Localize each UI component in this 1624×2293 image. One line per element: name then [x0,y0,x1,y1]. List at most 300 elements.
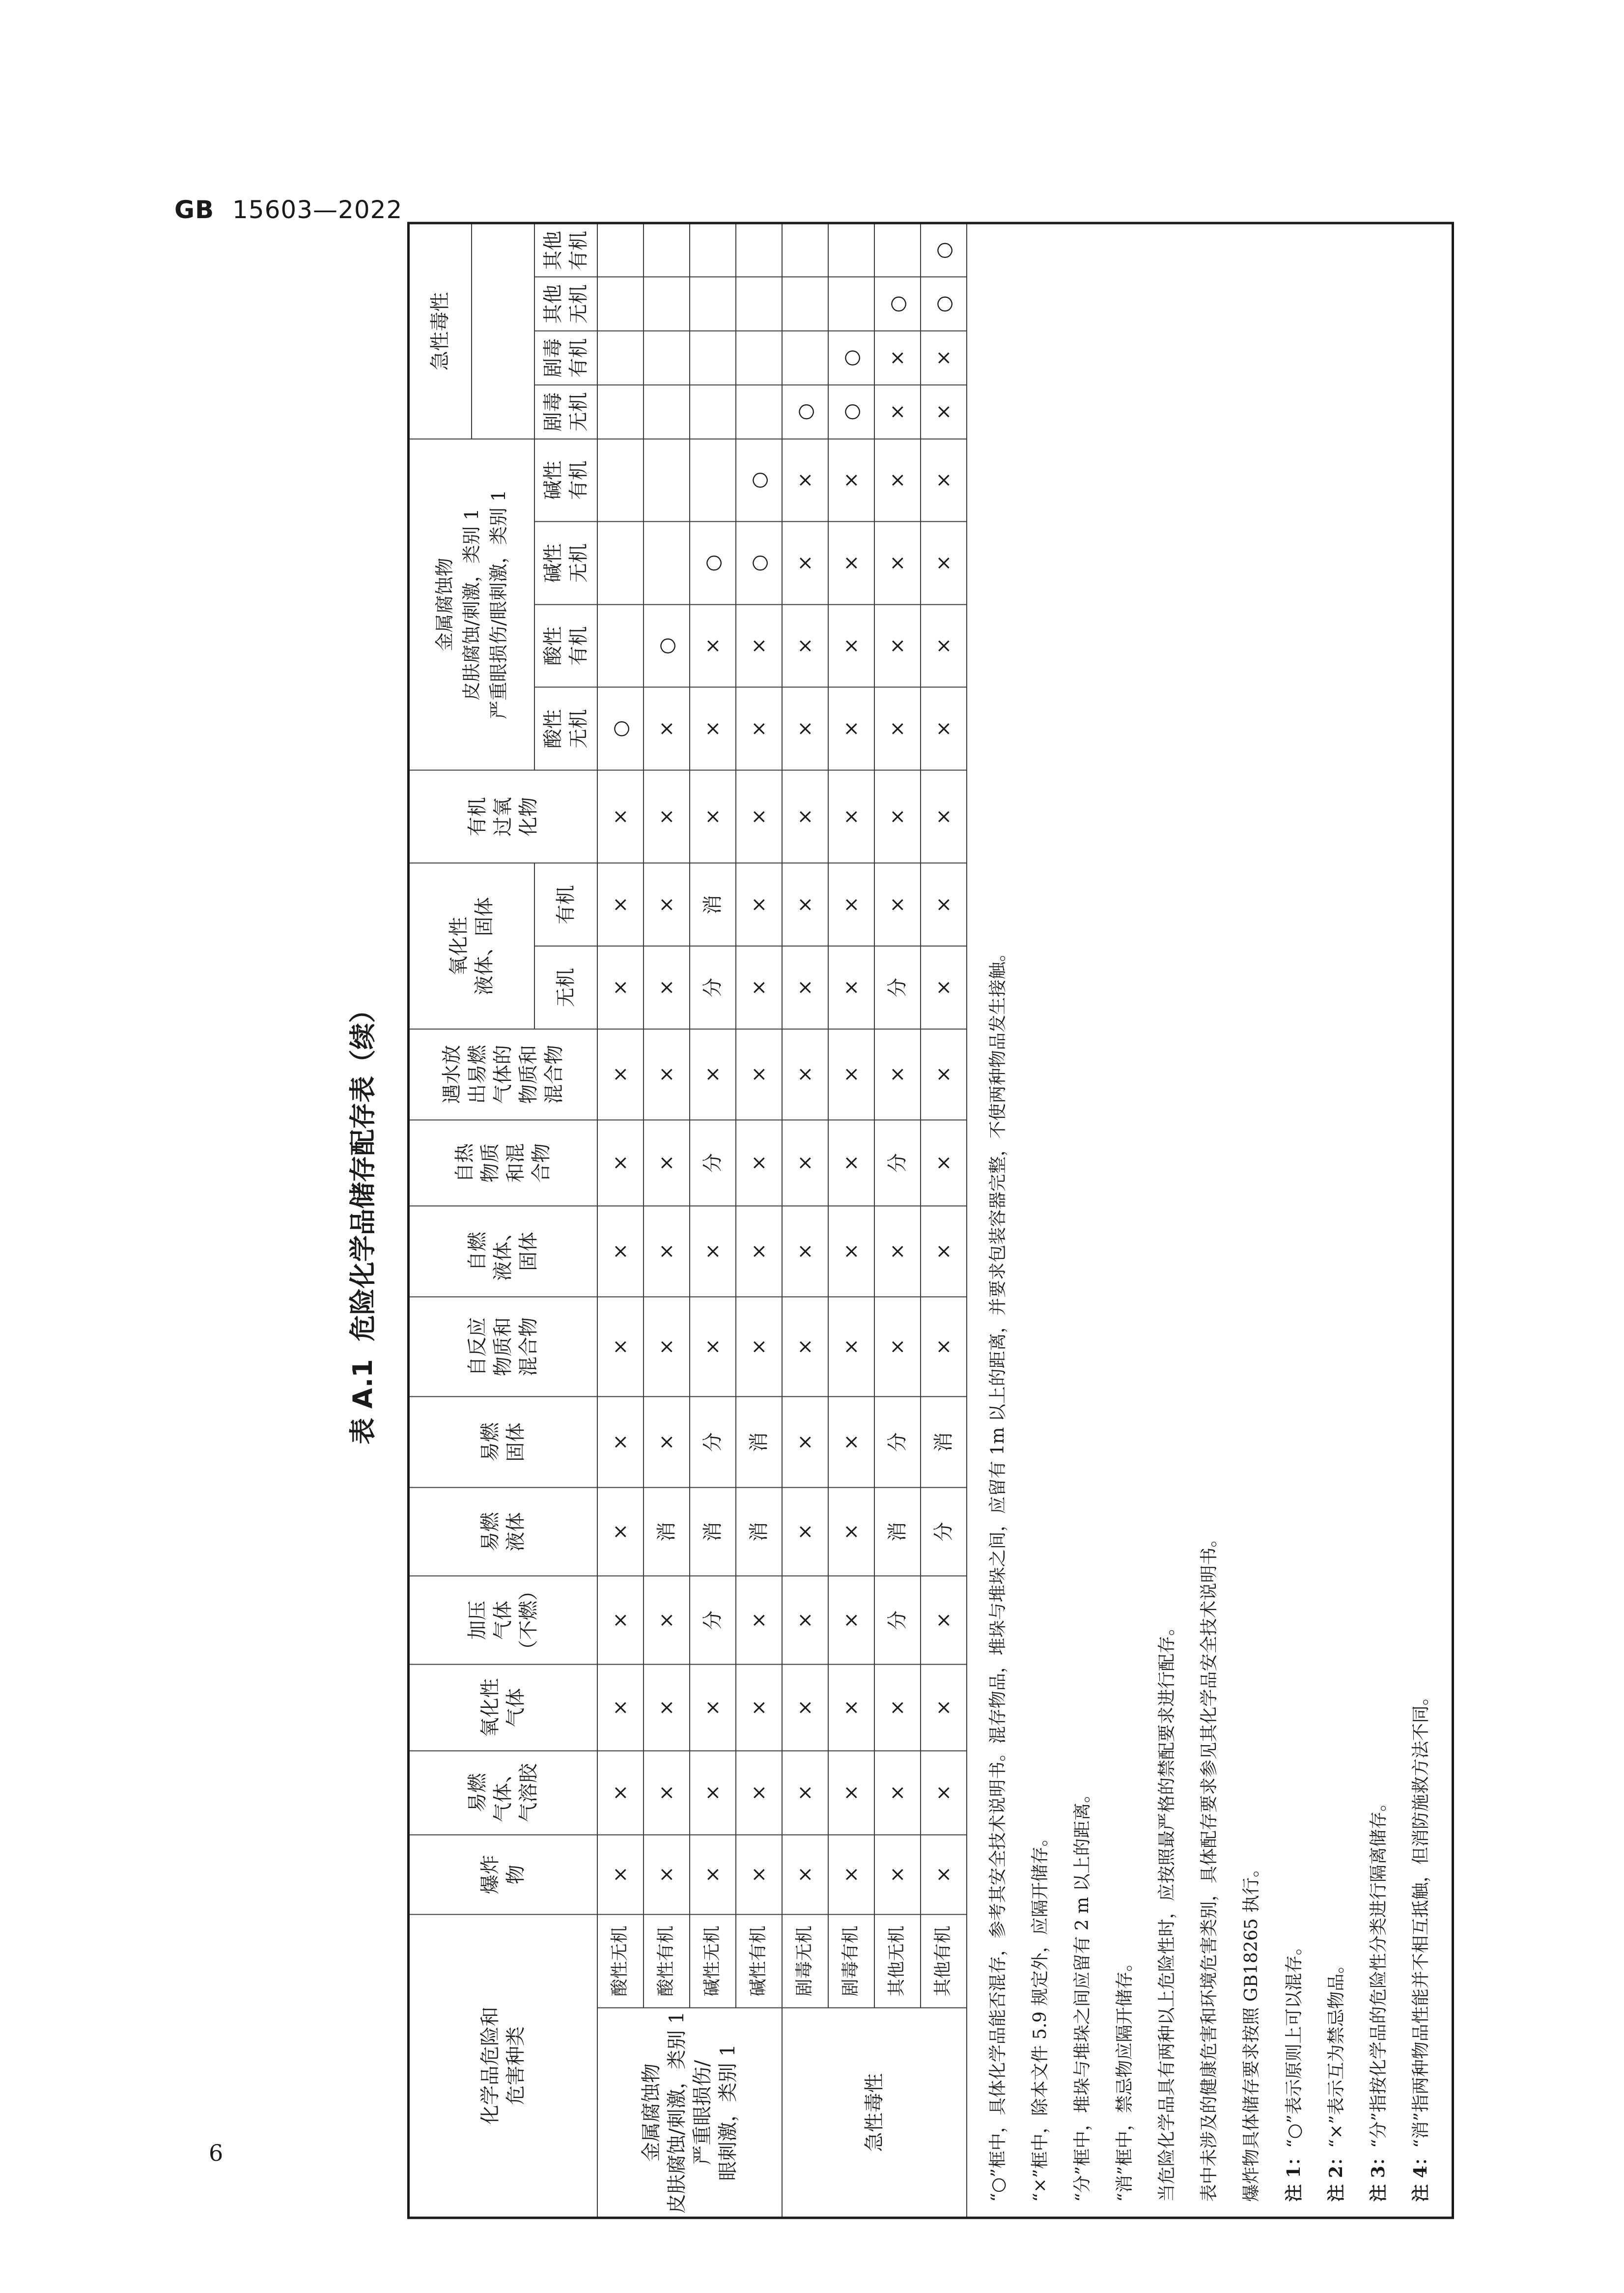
table-cell: × [828,439,874,522]
row-label: 剧毒有机 [828,1914,874,2008]
table-cell: × [828,522,874,605]
table-cell: × [874,331,921,385]
table-cell: × [921,331,967,385]
table-cell: × [782,770,828,863]
col-header-highly-toxic-inorganic [534,385,597,439]
table-cell [874,223,921,277]
table-cell: ○ [736,439,782,522]
col-header-oxidizing-gas [409,1665,597,1751]
table-cell: 消 [921,1397,967,1488]
table-cell: × [828,1835,874,1914]
header-line: 金属腐蚀物 [433,558,455,651]
table-cell: × [597,946,644,1029]
header-line: 液体、固体 [473,897,496,995]
table-cell: × [828,1397,874,1488]
table-cell: × [690,1206,736,1297]
table-cell [690,277,736,331]
table-cell: × [690,1835,736,1914]
row-label: 其他有机 [921,1914,967,2008]
table-cell: 消 [874,1487,921,1576]
header-line: 物质 [479,1143,502,1183]
header-line: （不燃） [517,1581,540,1660]
col-header-oxidizing-liquid-solid [409,863,534,1029]
table-cell: × [921,1576,967,1665]
table-cell: × [921,385,967,439]
footnote [1400,239,1442,2202]
table-cell: × [782,863,828,946]
table-cell: × [597,1120,644,1206]
table-row [782,223,828,2218]
header-line: 剧毒 [541,392,564,432]
table-cell: × [644,770,690,863]
table-cell: × [782,604,828,687]
table-cell: 分 [690,1576,736,1665]
table-cell: × [782,1206,828,1297]
table-head [409,223,597,2218]
col-header-self-heating [409,1120,597,1206]
table-cell: × [597,1206,644,1297]
header-line: 遇水放 [441,1045,464,1104]
header-line: 剧毒 [541,338,564,378]
table-cell: × [736,770,782,863]
table-cell: 分 [874,1576,921,1665]
table-row [736,223,782,2218]
table-cell [644,223,690,277]
table-cell: × [828,1665,874,1751]
col-header-self-reactive [409,1297,597,1396]
header-line: 气体 [504,1688,528,1727]
table-cell: × [921,863,967,946]
standard-prefix: GB [174,196,215,224]
table-cell: × [874,1835,921,1914]
page-number: 6 [209,2140,224,2166]
header-line: 严重眼损伤/眼刺激，类别 1 [487,489,509,719]
col-header-pressurized-gas [409,1576,597,1665]
table-cell [828,223,874,277]
rotated-table-container [314,222,1431,2219]
table-cell: × [874,1751,921,1835]
table-cell [597,439,644,522]
table-cell: × [644,1397,690,1488]
table-cell: × [828,770,874,863]
header-line: 易燃 [479,1422,502,1462]
table-cell: 消 [736,1397,782,1488]
note-line: “×”框中，除本文件 5.9 规定外，应隔开储存。 [1030,1829,1050,2202]
table-row [828,223,874,2218]
table-cell: × [644,1835,690,1914]
header-line: 自反应 [466,1317,489,1377]
note-line: “消”框中，禁忌物应隔开储存。 [1114,1953,1135,2202]
table-cell: × [597,1297,644,1396]
table-cell: × [644,863,690,946]
table-cell: × [874,1297,921,1396]
table-cell: × [690,604,736,687]
table-cell: ○ [874,277,921,331]
table-cell: × [690,770,736,863]
table-cell: × [782,946,828,1029]
header-line: 混合物 [543,1045,566,1104]
table-cell: × [874,385,921,439]
table-cell: × [828,604,874,687]
col-header-toxic-group: 急性毒性 [409,223,472,439]
table-cell: × [736,604,782,687]
table-cell [597,277,644,331]
table-cell: × [874,1206,921,1297]
table-cell: × [921,1029,967,1120]
table-cell: × [644,946,690,1029]
header-line: 气溶胶 [517,1763,540,1822]
header-line: 过氧 [492,797,515,837]
header-line: 液体、 [492,1222,515,1281]
corner-header [409,1914,597,2218]
header-line: 物质和 [492,1317,515,1377]
table-cell: 消 [736,1487,782,1576]
header-line: 和混 [504,1143,528,1183]
col-header-toxic-spacer [472,223,534,439]
table-cell: × [921,770,967,863]
table-cell: × [828,1751,874,1835]
table-cell [782,223,828,277]
row-label: 碱性有机 [736,1914,782,2008]
table-cell: × [782,1487,828,1576]
table-cell: × [597,1487,644,1576]
table-cell: × [690,1751,736,1835]
table-cell: × [828,1487,874,1576]
table-cell: × [690,1029,736,1120]
table-cell [736,223,782,277]
table-cell [644,439,690,522]
table-cell: × [782,1751,828,1835]
table-cell: × [690,687,736,770]
header-line: 有机 [466,797,489,837]
table-caption-title: 危险化学品储存配存表（续） [347,996,378,1342]
table-cell: 消 [690,1487,736,1576]
table-cell: 分 [874,1397,921,1488]
table-cell: × [828,687,874,770]
footnote-text: “消”指两种物品性能并不相互抵触，但消防施救方法不同。 [1410,1688,1431,2148]
col-header-other-toxic-inorganic [534,277,597,331]
col-header-alkaline-organic [534,439,597,522]
header-line: 酸性 [541,709,564,749]
col-header-pyrophoric [409,1206,597,1297]
header-line: 合物 [530,1143,553,1183]
col-header-explosive [409,1835,597,1914]
table-cell [736,331,782,385]
header-line: 自热 [453,1143,476,1183]
table-cell: × [690,1665,736,1751]
table-cell [736,277,782,331]
table-cell: × [690,1297,736,1396]
header-line: 眼刺激，类别 1 [716,2044,739,2181]
table-cell: × [782,1397,828,1488]
table-cell: × [644,1665,690,1751]
table-cell: × [921,1665,967,1751]
row-label: 酸性有机 [644,1914,690,2008]
table-cell: 分 [921,1487,967,1576]
table-cell: × [782,1120,828,1206]
header-line: 混合物 [517,1317,540,1377]
table-row [644,223,690,2218]
footnote-label: 注 1： [1283,2148,1304,2202]
header-line: 有机 [567,230,590,270]
header-line: 自燃 [466,1232,489,1272]
header-line: 无机 [567,392,590,432]
table-cell: × [874,439,921,522]
table-cell [644,385,690,439]
table-cell [828,277,874,331]
table-cell: × [597,1576,644,1665]
table-cell: × [736,1576,782,1665]
table-cell [690,439,736,522]
table-cell: × [736,687,782,770]
table-cell [736,385,782,439]
table-cell: × [644,1297,690,1396]
table-cell: ○ [736,522,782,605]
table-cell: ○ [644,604,690,687]
table-cell [782,331,828,385]
table-cell: 分 [874,946,921,1029]
table-cell: ○ [828,385,874,439]
table-cell [597,522,644,605]
table-cell: 分 [690,1397,736,1488]
table-cell: ○ [921,223,967,277]
header-line: 氧化性 [448,916,471,976]
table-cell [644,522,690,605]
header-line: 气体、 [492,1763,515,1822]
header-line: 金属腐蚀物 [640,2063,663,2162]
col-header-oxidizing-inorganic: 无机 [534,946,597,1029]
table-cell: × [782,1297,828,1396]
table-cell: × [782,1835,828,1914]
col-header-flammable-solid [409,1397,597,1488]
table-cell: × [874,770,921,863]
row-label: 酸性无机 [597,1914,644,2008]
header-line: 有机 [567,460,590,500]
table-row [690,223,736,2218]
table-cell: × [736,1835,782,1914]
col-header-flammable-liquid [409,1487,597,1576]
row-group-toxic: 急性毒性 [782,2008,967,2218]
table-cell: × [874,687,921,770]
table-cell: × [921,1751,967,1835]
table-cell: × [782,439,828,522]
header-line: 有机 [567,338,590,378]
row-label: 剧毒无机 [782,1914,828,2008]
table-cell: × [644,687,690,770]
table-cell: × [597,1665,644,1751]
table-caption [314,222,407,2219]
col-header-acidic-organic [534,604,597,687]
table-cell: × [597,863,644,946]
note-line: 当危险化学品具有两种以上危险性时，应按照最严格的禁配要求进行配存。 [1156,1618,1177,2202]
header-line: 液体 [504,1512,528,1552]
table-cell: ○ [597,687,644,770]
header-line: 碱性 [541,543,564,583]
footnote-label: 注 4： [1410,2148,1431,2202]
table-cell: × [736,863,782,946]
row-label: 其他无机 [874,1914,921,2008]
footnote [1315,239,1357,2202]
header-line: 固体 [517,1232,540,1272]
notes-cell [967,223,1453,2218]
table-cell: × [782,1029,828,1120]
table-cell: ○ [921,277,967,331]
header-line: 气体 [492,1600,515,1640]
table-cell: × [921,604,967,687]
header-line: 皮肤腐蚀/刺激，类别 1 [665,2011,688,2214]
table-cell: ○ [782,385,828,439]
col-header-highly-toxic-organic [534,331,597,385]
col-header-corrosive-group [409,439,534,770]
table-cell: × [597,1397,644,1488]
header-line: 化物 [517,797,540,837]
table-cell [644,331,690,385]
standard-number [174,196,402,224]
note-line: 表中未涉及的健康危害和环境危害类别，具体配存要求参见其化学品安全技术说明书。 [1199,1529,1219,2202]
table-row [597,223,644,2218]
table-cell [597,223,644,277]
table-cell: × [828,1206,874,1297]
table-cell: × [736,1206,782,1297]
table-cell: × [782,687,828,770]
table-cell [690,223,736,277]
table-cell: × [874,863,921,946]
note-line: 爆炸物具体储存要求按照 GB18265 执行。 [1241,1859,1261,2202]
table-cell: × [921,687,967,770]
table-cell: × [644,1751,690,1835]
table-cell: 消 [690,863,736,946]
col-header-organic-peroxide [409,770,597,863]
row-label: 碱性无机 [690,1914,736,2008]
table-cell: × [782,522,828,605]
col-header-water-reactive [409,1029,597,1120]
table-cell: × [736,946,782,1029]
table-body [597,223,967,2218]
table-cell: × [828,946,874,1029]
table-cell: × [874,604,921,687]
table-cell: × [736,1297,782,1396]
header-line: 加压 [466,1600,489,1640]
header-line: 氧化性 [479,1678,502,1737]
table-cell: × [921,1835,967,1914]
col-header-flammable-gas [409,1751,597,1835]
footnote-text: “×”表示互为禁忌物品。 [1326,1955,1346,2148]
header-line: 爆炸 [479,1855,502,1895]
table-cell: 分 [690,946,736,1029]
table-cell: × [874,1029,921,1120]
table-cell [690,331,736,385]
header-line: 易燃 [479,1512,502,1552]
table-cell: × [921,522,967,605]
table-cell: × [597,1751,644,1835]
table-cell: × [644,1576,690,1665]
table-cell [782,277,828,331]
table-cell: × [597,1029,644,1120]
table-cell: × [828,863,874,946]
table-cell [597,385,644,439]
table-cell: 分 [874,1120,921,1206]
note-line: “分”框中，堆垛与堆垛之间应留有 2 m 以上的距离。 [1072,1785,1092,2202]
footnote [1273,239,1315,2202]
table-cell: × [921,439,967,522]
header-line: 物质和 [517,1045,540,1104]
header-line: 皮肤腐蚀/刺激，类别 1 [460,508,482,701]
table-cell [597,604,644,687]
corner-header-line: 化学品危险和 [479,2007,502,2125]
table-cell: × [828,1029,874,1120]
header-line: 易燃 [466,1773,489,1812]
header-line: 物 [504,1865,528,1885]
storage-compatibility-table [407,222,1454,2219]
table-cell: × [828,1297,874,1396]
table-cell: × [874,1665,921,1751]
table-cell: × [921,1120,967,1206]
table-cell: ○ [828,331,874,385]
table-cell: × [828,1576,874,1665]
footnote-text: “分”指按化学品的危险性分类进行隔离储存。 [1368,1794,1389,2148]
table-cell: × [597,1835,644,1914]
col-header-oxidizing-organic: 有机 [534,863,597,946]
standard-year: 15603—2022 [232,196,403,224]
table-cell: × [644,1120,690,1206]
table-row [921,223,967,2218]
header-line: 固体 [504,1422,528,1462]
table-cell: × [644,1029,690,1120]
table-cell: × [597,770,644,863]
row-group-corrosive [597,2008,782,2218]
table-cell: × [828,1120,874,1206]
footnote [1357,239,1400,2202]
header-line: 气体的 [492,1045,515,1104]
footnote-label: 注 3： [1368,2148,1389,2202]
header-line: 其他 [541,230,564,270]
table-cell: 消 [644,1487,690,1576]
table-cell: × [736,1120,782,1206]
table-cell: × [921,946,967,1029]
col-header-alkaline-inorganic [534,522,597,605]
table-caption-id: 表 A.1 [347,1359,378,1444]
table-cell: × [921,1297,967,1396]
footnote-text: “○”表示原则上可以混存。 [1284,1937,1304,2148]
table-cell: × [782,1576,828,1665]
table-cell: × [782,1665,828,1751]
header-line: 无机 [567,543,590,583]
table-cell: × [736,1665,782,1751]
corner-header-line: 危害种类 [504,2026,528,2105]
table-cell: × [874,522,921,605]
col-header-other-toxic-organic [534,223,597,277]
header-line: 有机 [567,626,590,666]
header-line: 出易燃 [466,1045,489,1104]
table-cell [597,331,644,385]
header-line: 其他 [541,284,564,324]
table-cell: × [736,1029,782,1120]
table-cell: × [644,1206,690,1297]
header-line: 无机 [567,709,590,749]
footnote-label: 注 2： [1325,2148,1346,2202]
header-line: 酸性 [541,626,564,666]
header-line: 碱性 [541,460,564,500]
table-row [874,223,921,2218]
table-cell [644,277,690,331]
table-cell: × [736,1751,782,1835]
col-header-acidic-inorganic [534,687,597,770]
table-notes [967,223,1453,2218]
header-line: 无机 [567,284,590,324]
table-cell [690,385,736,439]
table-cell: 分 [690,1120,736,1206]
table-cell: ○ [690,522,736,605]
